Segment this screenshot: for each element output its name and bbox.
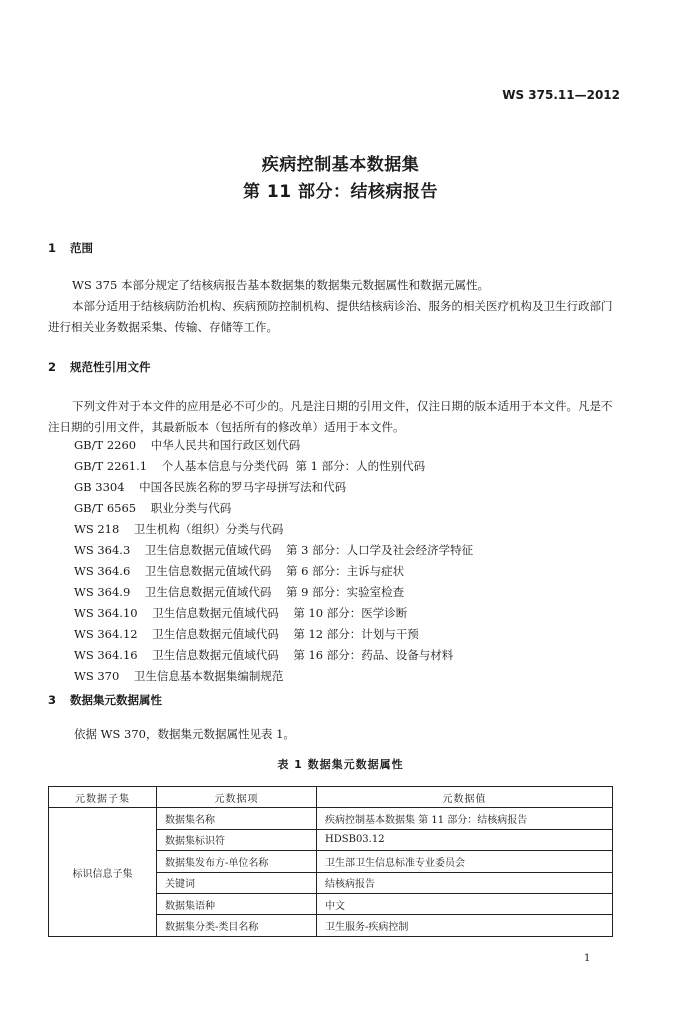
section-title: 数据集元数据属性 — [70, 693, 162, 707]
table-row — [49, 808, 613, 829]
reference-item: WS 364.6 卫生信息数据元值域代码 第 6 部分：主诉与症状 — [74, 564, 405, 578]
reference-item: GB/T 2261.1 个人基本信息与分类代码 第 1 部分：人的性别代码 — [74, 459, 426, 473]
table-header-row — [49, 787, 613, 808]
reference-item: WS 364.16 卫生信息数据元值域代码 第 16 部分：药品、设备与材料 — [74, 648, 454, 662]
section-1-paragraph-2: 本部分适用于结核病防治机构、疾病预防控制机构、提供结核病诊治、服务的相关医疗机构及卫生行政部门进行相关业务数据采集、传输、存储等工作。 — [48, 299, 613, 334]
reference-item: WS 370 卫生信息基本数据集编制规范 — [74, 669, 284, 683]
section-1-heading — [48, 240, 93, 256]
table-cell-value: HDSB03.12 — [317, 829, 613, 850]
reference-item: WS 364.3 卫生信息数据元值域代码 第 3 部分：人口学及社会经济学特征 — [74, 543, 474, 557]
reference-item: WS 218 卫生机构（组织）分类与代码 — [74, 522, 284, 536]
table-cell-value: 疾病控制基本数据集 第 11 部分：结核病报告 — [317, 808, 613, 829]
reference-item: GB/T 6565 职业分类与代码 — [74, 501, 232, 515]
metadata-table — [48, 786, 613, 937]
reference-item: WS 364.9 卫生信息数据元值域代码 第 9 部分：实验室检查 — [74, 585, 405, 599]
section-title: 范围 — [70, 241, 93, 255]
table-header-cell: 元数据子集 — [49, 787, 157, 808]
table-cell-value: 卫生服务-疾病控制 — [317, 915, 613, 936]
section-2-heading — [48, 359, 151, 375]
section-number: 3 — [48, 693, 57, 707]
section-3-heading — [48, 692, 162, 708]
reference-item: GB 3304 中国各民族名称的罗马字母拼写法和代码 — [74, 480, 347, 494]
section-title: 规范性引用文件 — [70, 360, 151, 374]
page-number: 1 — [584, 953, 591, 964]
section-2-intro: 下列文件对于本文件的应用是必不可少的。凡是注日期的引用文件，仅注日期的版本适用于本文件。凡是不注日期的引用文件，其最新版本（包括所有的修改单）适用于本文件。 — [48, 399, 613, 434]
reference-item: GB/T 2260 中华人民共和国行政区划代码 — [74, 438, 301, 452]
document-title: 疾病控制基本数据集 — [261, 155, 420, 175]
table-cell-value: 结核病报告 — [317, 872, 613, 893]
table-cell-value: 卫生部卫生信息标准专业委员会 — [317, 851, 613, 872]
standard-number: WS 375.11—2012 — [502, 88, 620, 102]
table-header-cell: 元数据项 — [157, 787, 317, 808]
reference-item: WS 364.10 卫生信息数据元值域代码 第 10 部分：医学诊断 — [74, 606, 408, 620]
section-1-paragraph-1: WS 375 本部分规定了结核病报告基本数据集的数据集元数据属性和数据元属性。 — [72, 278, 489, 292]
document-subtitle: 第 11 部分：结核病报告 — [243, 182, 438, 202]
table-header-cell: 元数据值 — [317, 787, 613, 808]
table-cell-item: 数据集名称 — [157, 808, 317, 829]
table-cell-value: 中文 — [317, 893, 613, 914]
table-caption: 表 1 数据集元数据属性 — [277, 758, 404, 771]
section-3-intro: 依据 WS 370，数据集元数据属性见表 1。 — [74, 727, 295, 741]
table-category-cell: 标识信息子集 — [49, 808, 157, 936]
table-cell-item: 数据集语种 — [157, 893, 317, 914]
reference-item: WS 364.12 卫生信息数据元值域代码 第 12 部分：计划与干预 — [74, 627, 419, 641]
section-number: 2 — [48, 360, 57, 374]
table-cell-item: 数据集标识符 — [157, 829, 317, 850]
table-cell-item: 数据集发布方-单位名称 — [157, 851, 317, 872]
table-cell-item: 关键词 — [157, 872, 317, 893]
section-number: 1 — [48, 241, 57, 255]
table-cell-item: 数据集分类-类目名称 — [157, 915, 317, 936]
